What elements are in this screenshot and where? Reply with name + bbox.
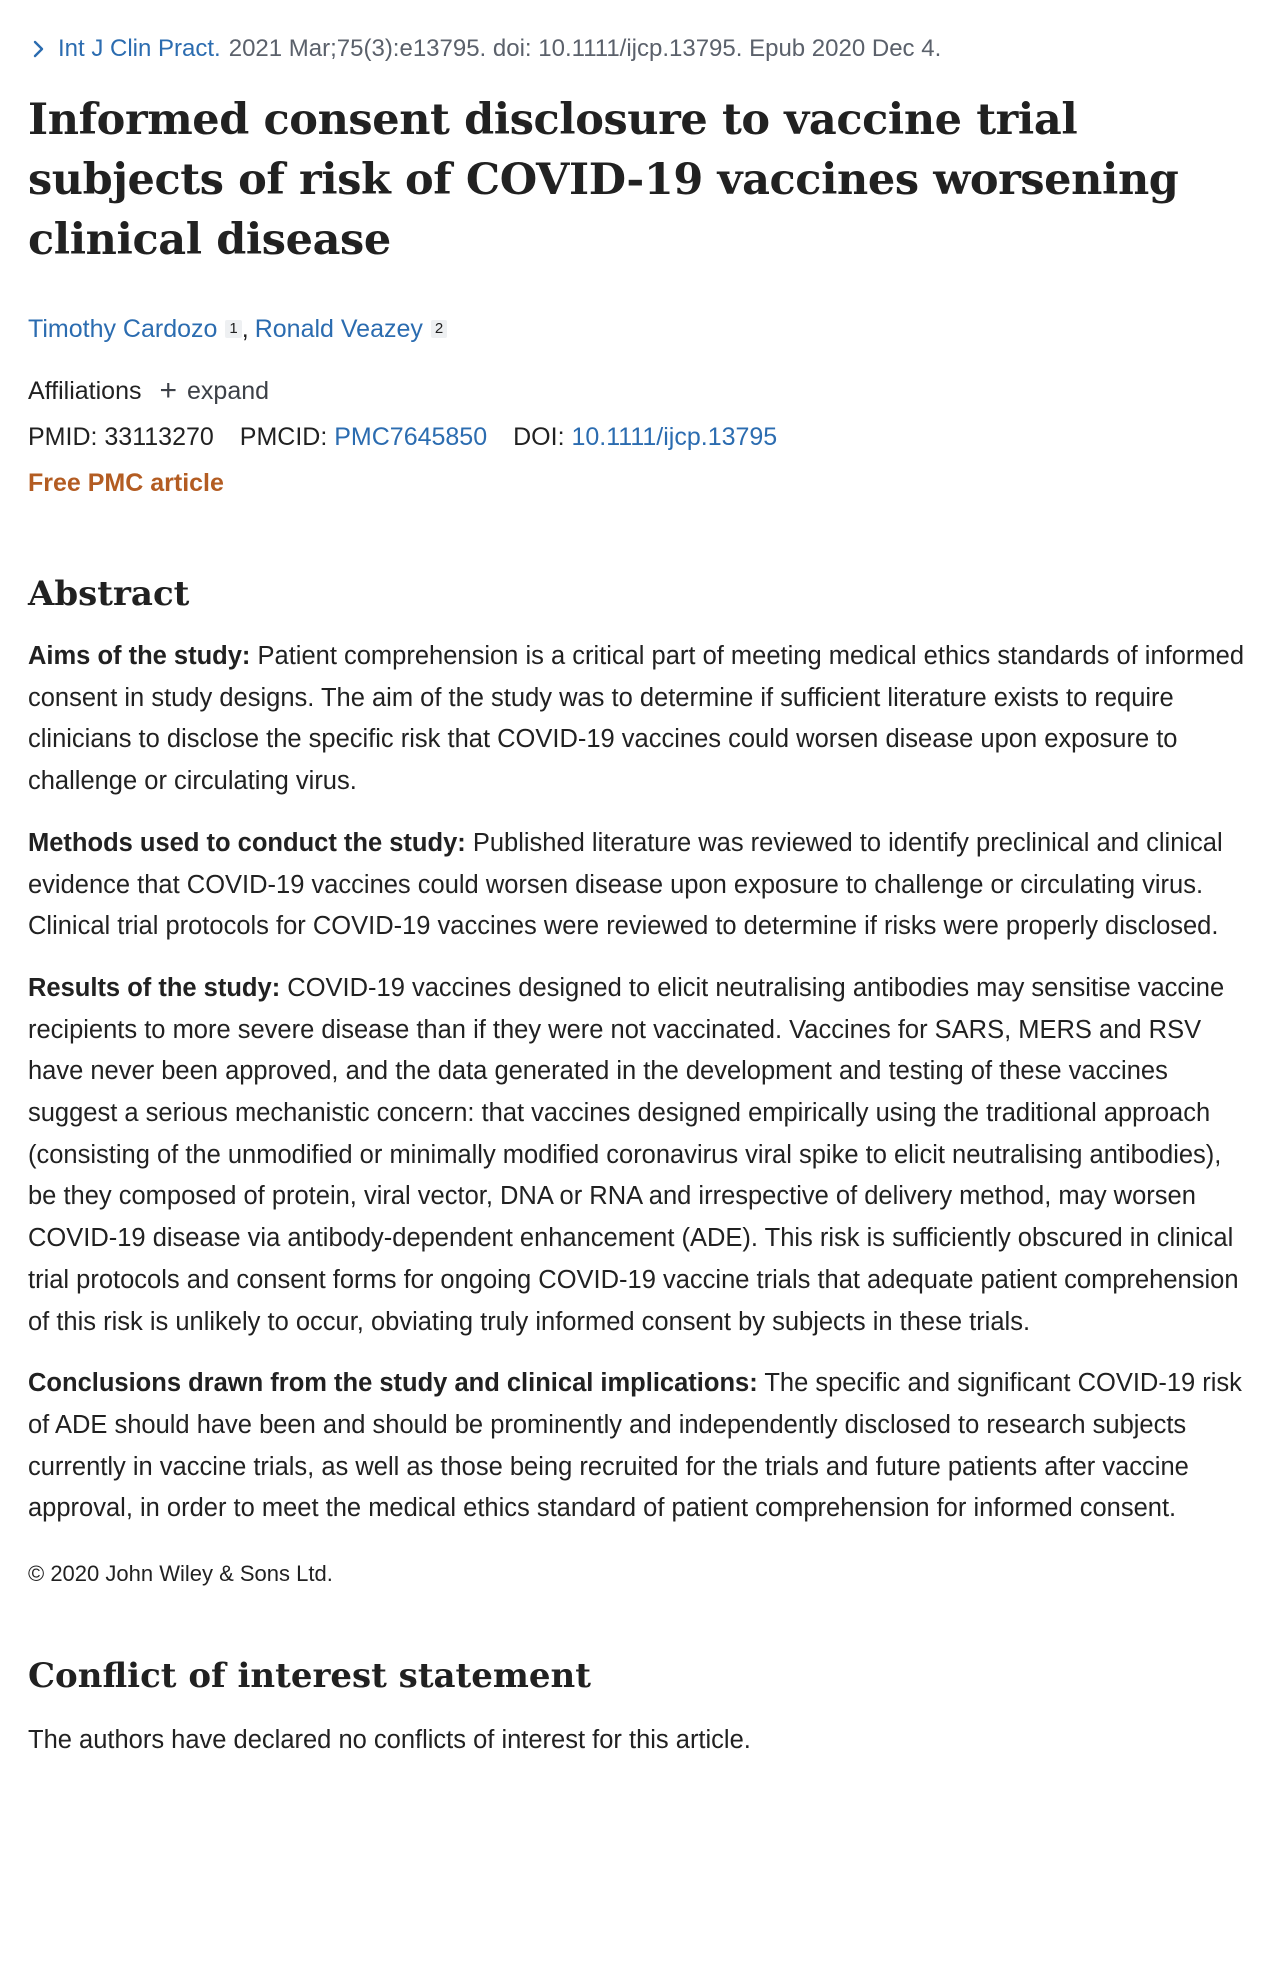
identifiers-row [28, 420, 1252, 454]
pmcid-group [240, 420, 487, 454]
abstract-subtitle: Results of the study: [28, 973, 281, 1002]
conflict-of-interest-heading: Conflict of interest statement [28, 1656, 591, 1697]
abstract-paragraph-methods [28, 823, 1252, 948]
abstract-paragraph-results [28, 968, 1252, 1343]
expand-affiliations-button[interactable] [160, 374, 270, 408]
citation-line [28, 28, 1252, 70]
expand-label: expand [187, 377, 270, 405]
affiliation-marker[interactable]: 2 [431, 320, 447, 338]
abstract-text: The specific and significant COVID-19 risk of ADE should have been and should be prominently and independently disclosed to research subjects currently in vaccine trials, as well as those being recruited for the trials and future patients after vaccine approval, in order to meet the medical ethics standard of patient comprehension for informed consent. [28, 1369, 1242, 1523]
pmid-group [28, 420, 214, 454]
affiliations-label: Affiliations [28, 377, 142, 405]
abstract-text: Published literature was reviewed to identify preclinical and clinical evidence that COVID-19 vaccines could worsen disease upon exposure to challenge or circulating virus. Clinical trial protocols for COVID-19 vaccines were reviewed to determine if risks were properly disclosed. [28, 828, 1223, 941]
pmid-label: PMID: [28, 423, 98, 451]
pmcid-label: PMCID: [239, 423, 328, 451]
abstract-subtitle: Methods used to conduct the study: [28, 828, 466, 857]
copyright-notice: © 2020 John Wiley & Sons Ltd. [28, 1561, 333, 1587]
pmid-value: 33113270 [104, 423, 214, 451]
plus-icon: + [159, 374, 178, 407]
journal-link[interactable]: Int J Clin Pract. [58, 35, 221, 62]
abstract-subtitle: Aims of the study: [28, 642, 251, 670]
conflict-of-interest-text: The authors have declared no conflicts of interest for this article. [28, 1726, 751, 1755]
abstract-subtitle: Conclusions drawn from the study and clinical implications: [28, 1369, 758, 1398]
affiliations-row [28, 374, 1252, 408]
author-link[interactable]: Ronald Veazey [254, 315, 423, 343]
affiliation-marker[interactable]: 1 [225, 320, 241, 338]
abstract-text: COVID-19 vaccines designed to elicit neutralising antibodies may sensitise vaccine recipients to more severe disease than if they were not vaccinated. Vaccines for SARS, MERS and RSV have never been approved, and the data generated in the development and testing of these vaccines suggest a serious mechanistic concern: that vaccines designed empirically using the traditional approach (consisting of the unmodified or minimally modified coronavirus viral spike to elicit neutralising antibodies), be they composed of protein, viral vector, DNA or RNA and irrespective of delivery method, may worsen COVID-19 disease via antibody-dependent enhancement (ADE). This risk is sufficiently obscured in clinical trial protocols and consent forms for ongoing COVID-19 vaccine trials that adequate patient comprehension of this risk is unlikely to occur, obviating truly informed consent by subjects in these trials. [28, 973, 1239, 1336]
author-list [28, 312, 1252, 346]
free-pmc-article-badge[interactable]: Free PMC article [28, 469, 224, 497]
article-title: Informed consent disclosure to vaccine trial subjects of risk of COVID-19 vaccines worsening clinical disease [28, 95, 1179, 265]
citation-details: 2021 Mar;75(3):e13795. doi: 10.1111/ijcp.13795. Epub 2020 Dec 4. [228, 35, 942, 62]
chevron-right-icon[interactable] [30, 40, 48, 58]
abstract-paragraph-aims [28, 636, 1252, 803]
abstract-heading: Abstract [28, 574, 190, 614]
author-link[interactable]: Timothy Cardozo [28, 315, 218, 343]
doi-group [513, 420, 777, 454]
author-separator: , [241, 315, 249, 343]
abstract-paragraph-conclusions [28, 1363, 1252, 1530]
pmcid-link[interactable]: PMC7645850 [334, 423, 488, 451]
doi-label: DOI: [513, 423, 565, 451]
abstract-text: Patient comprehension is a critical part of meeting medical ethics standards of informed consent in study designs. The aim of the study was to determine if sufficient literature exists to require clinicians to disclose the specific risk that COVID-19 vaccines could worsen disease upon exposure to challenge or circulating virus. [28, 642, 1245, 796]
doi-link[interactable]: 10.1111/ijcp.13795 [571, 423, 778, 451]
